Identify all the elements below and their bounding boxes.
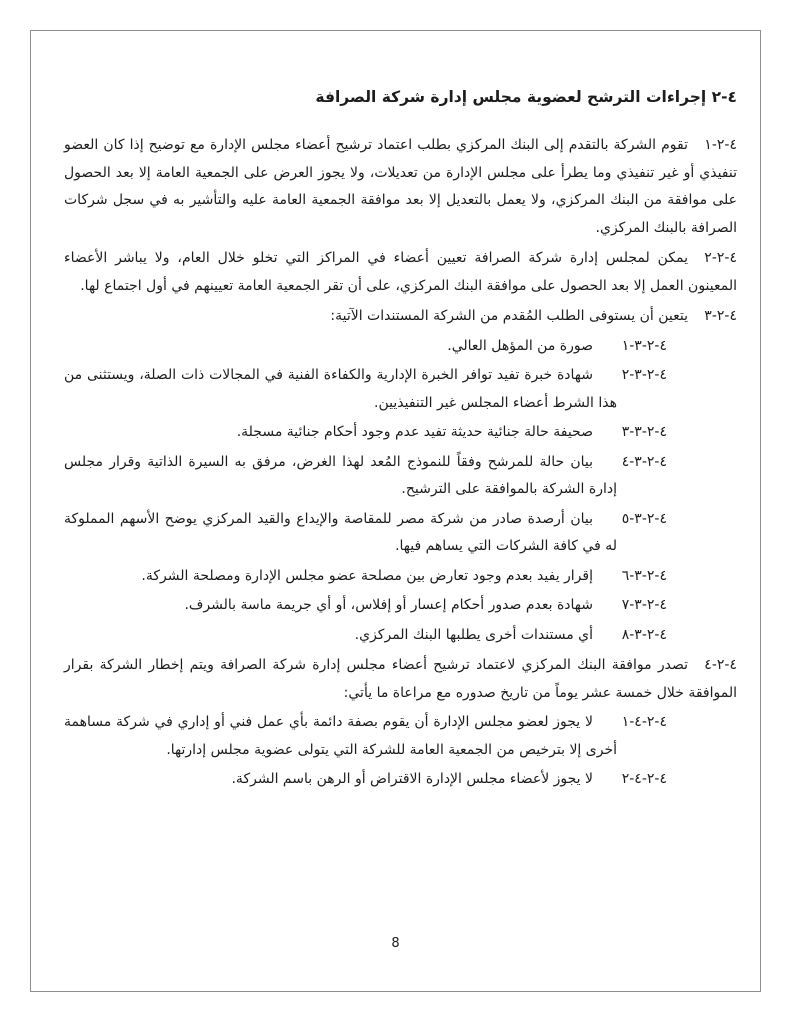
item-number: ٤-٢-٤ [704,657,737,673]
list-item [64,303,737,331]
item-text: شهادة بعدم صدور أحكام إعسار أو إفلاس، أو أي جريمة ماسة بالشرف. [184,597,593,613]
item-number: ٤-٢-٣-٥ [621,510,667,527]
list-item [64,449,737,504]
item-text: بيان حالة للمرشح وفقاً للنموذج المُعد لهذا الغرض، مرفق به السيرة الذاتية وقرار مجلس إدارة الشركة بالموافقة على الترشيح. [64,453,617,497]
item-number: ٤-٢-٤-٢ [621,771,667,787]
list-item [64,766,737,794]
item-text: صحيفة حالة جنائية حديثة تفيد عدم وجود أحكام جنائية مسجلة. [236,424,593,440]
item-text: إقرار يفيد بعدم وجود تعارض بين مصلحة عضو مجلس الإدارة ومصلحة الشركة. [141,567,593,584]
item-text: يتعين أن يستوفى الطلب المُقدم من الشركة المستندات الآتية: [330,308,688,324]
item-number: ٤-٢-٣-٨ [621,626,667,643]
list-item [64,563,737,591]
item-number: ٤-٢-٣-٢ [621,367,667,383]
item-number: ٤-٢-٢ [704,250,737,266]
item-text: لا يجوز لعضو مجلس الإدارة أن يقوم بصفة دائمة بأي عمل فني أو إداري في شركة مساهمة أخرى إلا بترخيص من الجمعية العامة للشركة التي يتولى عضوية مجلس إدارتها. [64,714,617,758]
item-text: يمكن لمجلس إدارة شركة الصرافة تعيين أعضاء في المراكز التي تخلو خلال العام، ولا يباشر الأعضاء المعينون العمل إلا بعد الحصول على موافقة البنك المركزي، على أن تقر الجمعية العامة تعيينهم في أول اجتماع لها. [64,250,737,294]
list-item [64,622,737,650]
list-item [64,709,737,764]
page-number: 8 [391,936,400,951]
list-item [64,245,737,300]
item-number: ٤-٢-٣-٤ [621,453,667,470]
item-text: صورة من المؤهل العالي. [447,337,593,354]
item-text: أي مستندات أخرى يطلبها البنك المركزي. [354,626,593,643]
section-heading: ٤-٢ إجراءات الترشح لعضوية مجلس إدارة شركة الصرافة [315,88,737,106]
list-item [64,506,737,561]
item-number: ٤-٢-٣-٦ [621,567,667,584]
list-item [64,592,737,620]
list-item [64,362,737,417]
item-number: ٤-٢-٣-٧ [621,597,667,613]
list-item [64,652,737,707]
item-text: تقوم الشركة بالتقدم إلى البنك المركزي بطلب اعتماد ترشيح أعضاء مجلس الإدارة مع توضيح إذا كان العضو تنفيذي أو غير تنفيذي وما يطرأ على مجلس الإدارة من تعديلات، ولا يجوز العرض على الجمعية العامة إلا بعد الحصول على موافقة من البنك المركزي، ولا يعمل بالتعديل إلا بعد موافقة الجمعية العامة عليه والتأشير به في سجل شركات الصرافة بالبنك المركزي. [64,137,737,236]
item-number: ٤-٢-٣ [704,308,737,324]
item-text: تصدر موافقة البنك المركزي لاعتماد ترشيح أعضاء مجلس إدارة شركة الصرافة ويتم إخطار الشركة بقرار الموافقة خلال خمسة عشر يوماً من تاريخ صدوره مع مراعاة ما يأتي: [64,657,737,701]
document-body [64,86,737,794]
item-number: ٤-٢-١ [704,137,737,153]
list-item [64,333,737,361]
item-number: ٤-٢-٤-١ [621,714,667,730]
item-text: شهادة خبرة تفيد توافر الخبرة الإدارية والكفاءة الفنية في المجالات ذات الصلة، ويستثنى من هذا الشرط أعضاء المجلس غير التنفيذيين. [64,367,617,411]
list-item [64,132,737,242]
item-number: ٤-٢-٣-٣ [621,424,667,440]
item-text: بيان أرصدة صادر من شركة مصر للمقاصة والإيداع والقيد المركزي يوضح الأسهم المملوكة له في كافة الشركات التي يساهم فيها. [64,510,617,554]
item-text: لا يجوز لأعضاء مجلس الإدارة الاقتراض أو الرهن باسم الشركة. [231,771,593,787]
item-number: ٤-٢-٣-١ [621,337,667,354]
list-item [64,419,737,447]
